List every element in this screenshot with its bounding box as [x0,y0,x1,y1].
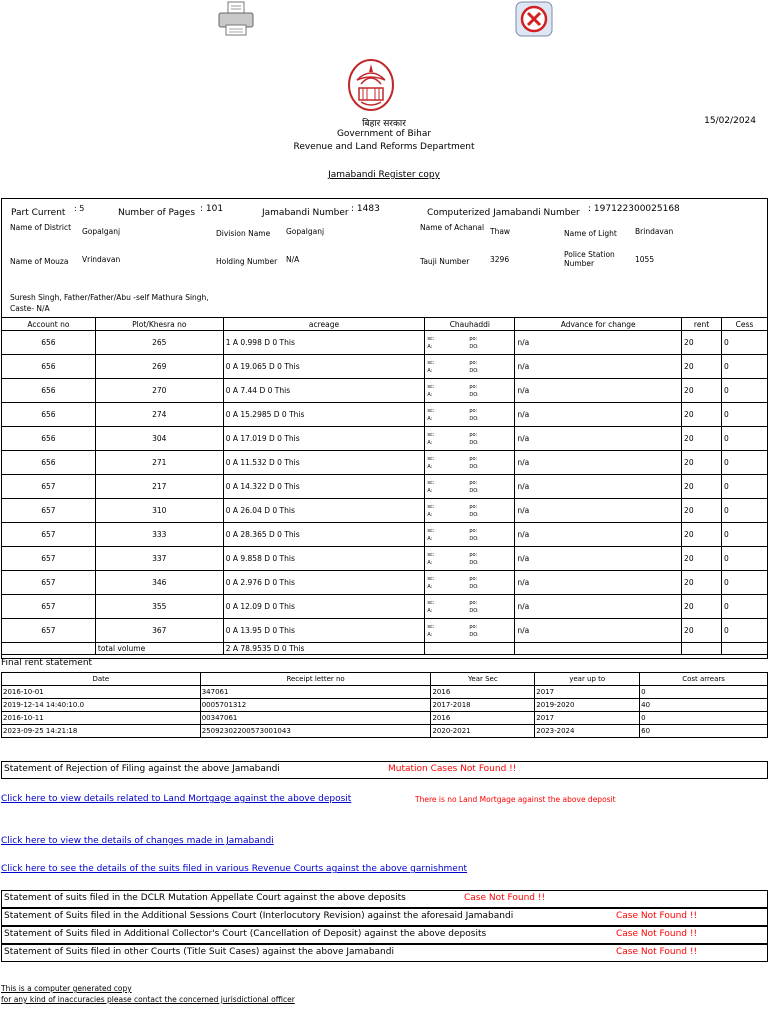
department-name: Revenue and Land Reforms Department [293,142,475,152]
cell-advance: n/a [515,379,682,403]
table-row [2,699,768,712]
cell-chauhaddi [425,379,515,403]
district-value: Gopalganj [82,227,121,236]
computerized-number-label: Computerized Jamabandi Number [427,208,580,218]
state-name-hindi: बिहार सरकार [362,119,406,129]
cell-rent: 20 [682,331,722,355]
cell-cost-arrears: 0 [640,686,768,699]
collector-statement-label: Statement of Suits filed in Additional Collector's Court (Cancellation of Deposit) against the above deposits [4,929,487,939]
part-current-label: Part Current [11,208,66,218]
rent-statement-table [1,672,768,738]
pages-label: Number of Pages [118,208,196,218]
col-year-up-to: year up to [535,673,640,686]
chauhaddi-label: sc: [427,407,435,414]
other-courts-statement-label: Statement of Suits filed in other Courts (Title Suit Cases) against the above Jamabandi [4,947,394,957]
other-courts-status: Case Not Found !! [616,947,698,957]
chauhaddi-label: A: [427,535,433,542]
cell-acreage: 0 A 28.365 D 0 This [223,523,425,547]
cell-year-sec: 2020-2021 [431,725,535,738]
total-acreage: 2 A 78.9535 D 0 This [223,643,425,655]
chauhaddi-label: A: [427,511,433,518]
cell-cess: 0 [722,451,768,475]
owner-name: Suresh Singh, Father/Father/Abu -self Mathura Singh, [10,293,209,302]
cell-cess: 0 [722,547,768,571]
cell-date: 2016-10-01 [2,686,201,699]
tauji-value: 3296 [490,255,510,264]
cell-acreage: 0 A 2.976 D 0 This [223,571,425,595]
cell-chauhaddi [425,403,515,427]
printer-icon [216,0,256,38]
other-courts-statement-row [1,944,768,962]
chauhaddi-label: A: [427,487,433,494]
chauhaddi-label: po: [469,455,478,462]
col-cess: Cess [722,318,768,331]
cell-chauhaddi [425,475,515,499]
cell-rent: 20 [682,499,722,523]
achanal-value: Thaw [490,227,511,236]
cell-cess: 0 [722,403,768,427]
rent-table-header [2,673,768,686]
close-button[interactable] [514,0,554,38]
cell-chauhaddi [425,499,515,523]
land-table-header [2,318,768,331]
dclr-statement-row [1,890,768,908]
cell-year-sec: 2017-2018 [431,699,535,712]
table-row [2,403,768,427]
cell-plot: 346 [95,571,223,595]
cell-acreage: 0 A 17.019 D 0 This [223,427,425,451]
table-row [2,451,768,475]
cell-plot: 269 [95,355,223,379]
cell-account: 656 [2,427,96,451]
chauhaddi-label: sc: [427,503,435,510]
table-row [2,379,768,403]
col-account: Account no [2,318,96,331]
cell-account: 657 [2,499,96,523]
mouza-value: Vrindavan [82,255,121,264]
cell-date: 2019-12-14 14:40:10.0 [2,699,201,712]
print-button[interactable] [216,0,256,38]
rejection-status: Mutation Cases Not Found !! [388,764,517,774]
cell-plot: 274 [95,403,223,427]
cell-chauhaddi [425,331,515,355]
cell-rent: 20 [682,355,722,379]
cell-advance: n/a [515,547,682,571]
chauhaddi-label: DO: [469,487,479,494]
cell-account: 656 [2,379,96,403]
cell-acreage: 1 A 0.998 D 0 This [223,331,425,355]
cell-acreage: 0 A 12.09 D 0 This [223,595,425,619]
cell-rent: 20 [682,571,722,595]
cell-account: 657 [2,619,96,643]
cell-cess: 0 [722,427,768,451]
light-label: Name of Light [564,229,617,238]
cell-rent: 20 [682,475,722,499]
table-row [2,499,768,523]
jamabandi-number-label: Jamabandi Number [262,208,349,218]
holding-label: Holding Number [216,257,278,266]
chauhaddi-label: DO: [469,607,479,614]
cell-cess: 0 [722,595,768,619]
jamabandi-number-value: : 1483 [351,204,380,214]
chauhaddi-label: DO: [469,343,479,350]
chauhaddi-label: A: [427,607,433,614]
col-advance: Advance for change [515,318,682,331]
col-acreage: acreage [223,318,425,331]
cell-cess: 0 [722,475,768,499]
cell-account: 656 [2,331,96,355]
cell-chauhaddi [425,547,515,571]
cell-year-sec: 2016 [431,686,535,699]
col-chauhaddi: Chauhaddi [425,318,515,331]
cell-chauhaddi [425,619,515,643]
cell-account: 656 [2,355,96,379]
col-plot: Plot/Khesra no [95,318,223,331]
table-row [2,475,768,499]
sessions-statement-row [1,908,768,926]
dclr-statement-label: Statement of suits filed in the DCLR Mutation Appellate Court against the above deposits [4,893,406,903]
chauhaddi-label: po: [469,431,478,438]
cell-rent: 20 [682,523,722,547]
footer-contact-note: for any kind of inaccuracies please contact the concerned jurisdictional officer [1,995,295,1004]
chauhaddi-label: po: [469,599,478,606]
division-label: Division Name [216,229,271,238]
cell-receipt: 0005701312 [200,699,431,712]
chauhaddi-label: sc: [427,383,435,390]
computerized-number-value: : 197122300025168 [588,204,680,214]
cell-account: 656 [2,451,96,475]
land-mortgage-status: There is no Land Mortgage against the above deposit [415,795,616,804]
cell-acreage: 0 A 19.065 D 0 This [223,355,425,379]
chauhaddi-label: sc: [427,431,435,438]
rent-statement-title: Final rent statement [1,658,93,668]
chauhaddi-label: A: [427,343,433,350]
cell-acreage: 0 A 11.532 D 0 This [223,451,425,475]
cell-advance: n/a [515,523,682,547]
cell-account: 657 [2,595,96,619]
chauhaddi-label: po: [469,551,478,558]
cell-empty [515,643,682,655]
chauhaddi-label: A: [427,559,433,566]
cell-plot: 265 [95,331,223,355]
cell-acreage: 0 A 9.858 D 0 This [223,547,425,571]
col-date: Date [2,673,201,686]
chauhaddi-label: DO: [469,535,479,542]
col-year-sec: Year Sec [431,673,535,686]
cell-advance: n/a [515,427,682,451]
chauhaddi-label: sc: [427,599,435,606]
cell-rent: 20 [682,547,722,571]
table-row [2,331,768,355]
chauhaddi-label: DO: [469,439,479,446]
police-station-label: Police Station Number [564,250,615,268]
cell-year-up-to: 2019-2020 [535,699,640,712]
cell-cess: 0 [722,523,768,547]
holding-value: N/A [286,255,300,264]
cell-account: 656 [2,403,96,427]
cell-plot: 310 [95,499,223,523]
dclr-status: Case Not Found !! [464,893,546,903]
chauhaddi-label: DO: [469,415,479,422]
chauhaddi-label: DO: [469,631,479,638]
land-mortgage-link[interactable]: Click here to view details related to Land Mortgage against the above deposit [1,794,352,804]
cell-cost-arrears: 40 [640,699,768,712]
chauhaddi-label: sc: [427,455,435,462]
table-row [2,355,768,379]
cell-advance: n/a [515,595,682,619]
cell-date: 2016-10-11 [2,712,201,725]
chauhaddi-label: po: [469,383,478,390]
cell-advance: n/a [515,355,682,379]
chauhaddi-label: po: [469,407,478,414]
cell-account: 657 [2,523,96,547]
chauhaddi-label: DO: [469,511,479,518]
table-row [2,571,768,595]
light-value: Brindavan [635,227,674,236]
cell-date: 2023-09-25 14:21:18 [2,725,201,738]
cell-rent: 20 [682,379,722,403]
cell-advance: n/a [515,619,682,643]
government-name: Government of Bihar [336,129,432,139]
mouza-label: Name of Mouza [10,257,69,266]
table-row [2,725,768,738]
table-row [2,619,768,643]
achanal-label: Name of Achanal [420,223,485,232]
cell-advance: n/a [515,451,682,475]
cell-plot: 337 [95,547,223,571]
cell-cess: 0 [722,499,768,523]
cell-chauhaddi [425,355,515,379]
cell-receipt: 250923022005730010​43 [200,725,431,738]
total-label: total volume [95,643,223,655]
table-row [2,427,768,451]
total-row [2,643,768,655]
cell-chauhaddi [425,571,515,595]
cell-cess: 0 [722,619,768,643]
cell-chauhaddi [425,451,515,475]
cell-rent: 20 [682,427,722,451]
chauhaddi-label: A: [427,367,433,374]
cell-year-sec: 2016 [431,712,535,725]
tauji-label: Tauji Number [420,257,470,266]
cell-advance: n/a [515,475,682,499]
sessions-statement-label: Statement of Suits filed in the Additional Sessions Court (Interlocutory Revision) against the aforesaid Jamabandi [4,911,514,921]
chauhaddi-label: po: [469,527,478,534]
cell-empty [425,643,515,655]
police-station-value: 1055 [635,255,655,264]
cell-acreage: 0 A 14.322 D 0 This [223,475,425,499]
cell-plot: 270 [95,379,223,403]
cell-cess: 0 [722,379,768,403]
chauhaddi-label: DO: [469,391,479,398]
chauhaddi-label: A: [427,463,433,470]
land-plots-table [1,317,768,655]
report-date: 15/02/2024 [704,116,756,126]
cell-advance: n/a [515,571,682,595]
rejection-statement-row [1,761,768,779]
cell-cost-arrears: 0 [640,712,768,725]
cell-empty [722,643,768,655]
cell-year-up-to: 2017 [535,712,640,725]
chauhaddi-label: sc: [427,551,435,558]
cell-empty [2,643,96,655]
cell-cess: 0 [722,355,768,379]
chauhaddi-label: sc: [427,527,435,534]
cell-plot: 367 [95,619,223,643]
revenue-court-suits-link[interactable]: Click here to see the details of the suits filed in various Revenue Courts against the above garnishment [1,864,468,874]
chauhaddi-label: A: [427,439,433,446]
cell-rent: 20 [682,451,722,475]
chauhaddi-label: A: [427,583,433,590]
cell-acreage: 0 A 13.95 D 0 This [223,619,425,643]
cell-account: 657 [2,571,96,595]
cell-cost-arrears: 60 [640,725,768,738]
cell-year-up-to: 2023-2024 [535,725,640,738]
district-label: Name of District [10,223,72,232]
cell-cess: 0 [722,331,768,355]
chauhaddi-label: sc: [427,479,435,486]
col-receipt: Receipt letter no [200,673,431,686]
sessions-status: Case Not Found !! [616,911,698,921]
table-row [2,686,768,699]
cell-cess: 0 [722,571,768,595]
chauhaddi-label: po: [469,479,478,486]
cell-advance: n/a [515,331,682,355]
part-current-value: : 5 [74,204,85,213]
chauhaddi-label: po: [469,503,478,510]
chauhaddi-label: DO: [469,559,479,566]
division-value: Gopalganj [286,227,325,236]
table-row [2,595,768,619]
chauhaddi-label: sc: [427,623,435,630]
chauhaddi-label: sc: [427,575,435,582]
chauhaddi-label: DO: [469,583,479,590]
cell-receipt: 347061 [200,686,431,699]
owner-caste: Caste- N/A [10,304,50,313]
collector-statement-row [1,926,768,944]
cell-rent: 20 [682,595,722,619]
table-row [2,523,768,547]
cell-chauhaddi [425,427,515,451]
collector-status: Case Not Found !! [616,929,698,939]
chauhaddi-label: sc: [427,359,435,366]
cell-empty [682,643,722,655]
cell-acreage: 0 A 15.2985 D 0 This [223,403,425,427]
chauhaddi-label: A: [427,631,433,638]
chauhaddi-label: A: [427,415,433,422]
cell-rent: 20 [682,403,722,427]
pages-value: : 101 [200,204,224,214]
col-cost-arrears: Cost arrears [640,673,768,686]
cell-plot: 304 [95,427,223,451]
cell-rent: 20 [682,619,722,643]
table-row [2,547,768,571]
cell-year-up-to: 2017 [535,686,640,699]
cell-plot: 355 [95,595,223,619]
cell-acreage: 0 A 7.44 D 0 This [223,379,425,403]
cell-plot: 271 [95,451,223,475]
cell-advance: n/a [515,403,682,427]
jamabandi-changes-link[interactable]: Click here to view the details of changes made in Jamabandi [1,836,274,846]
cell-account: 657 [2,547,96,571]
chauhaddi-label: po: [469,335,478,342]
cell-chauhaddi [425,595,515,619]
cell-plot: 217 [95,475,223,499]
cell-account: 657 [2,475,96,499]
rejection-statement-label: Statement of Rejection of Filing against the above Jamabandi [4,764,280,774]
chauhaddi-label: po: [469,575,478,582]
cell-acreage: 0 A 26.04 D 0 This [223,499,425,523]
chauhaddi-label: DO: [469,463,479,470]
chauhaddi-label: A: [427,391,433,398]
close-icon [514,0,554,38]
col-rent: rent [682,318,722,331]
chauhaddi-label: po: [469,623,478,630]
table-row [2,712,768,725]
cell-plot: 333 [95,523,223,547]
cell-advance: n/a [515,499,682,523]
page-title: Jamabandi Register copy [328,170,440,180]
chauhaddi-label: DO: [469,367,479,374]
cell-receipt: 00347061 [200,712,431,725]
cell-chauhaddi [425,523,515,547]
footer-generated-note: This is a computer generated copy [1,984,132,993]
chauhaddi-label: po: [469,359,478,366]
bihar-emblem-logo [347,58,395,114]
chauhaddi-label: sc: [427,335,435,342]
